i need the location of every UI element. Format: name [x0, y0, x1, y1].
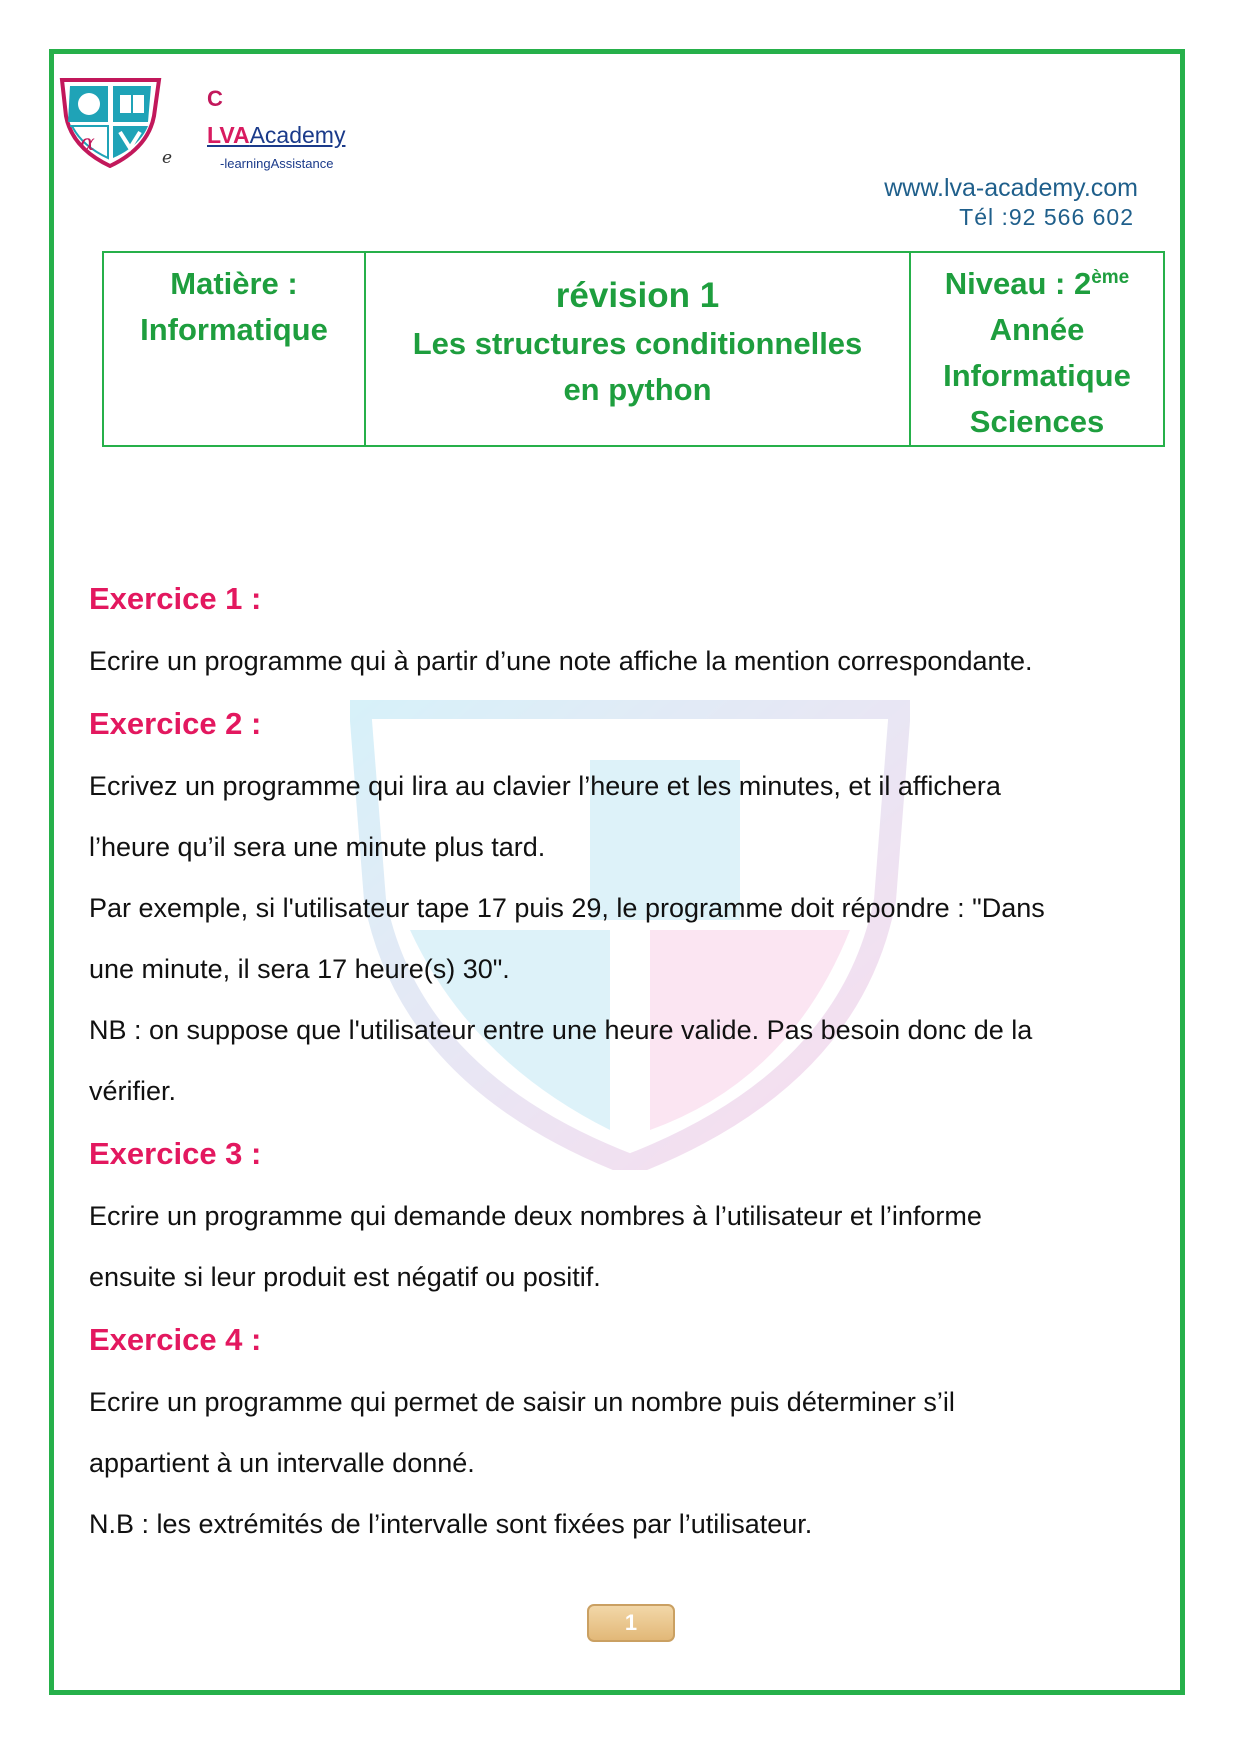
- exercise-3-line-2: ensuite si leur produit est négatif ou positif.: [89, 1262, 601, 1292]
- exercise-2: [89, 692, 1179, 1122]
- exercise-4-line-3: N.B : les extrémités de l’intervalle sont fixées par l’utilisateur.: [89, 1509, 813, 1539]
- page-number: 1: [587, 1604, 675, 1642]
- exercise-2-line-3: Par exemple, si l'utilisateur tape 17 puis 29, le programme doit répondre : "Dans: [89, 893, 1045, 923]
- level-line4: Sciences: [969, 404, 1105, 439]
- info-table: [102, 251, 1165, 447]
- level-label: [911, 261, 1163, 307]
- exercise-2-line-6: vérifier.: [89, 1076, 177, 1106]
- exercise-2-title: Exercice 2 :: [89, 706, 262, 741]
- exercise-2-line-4: une minute, il sera 17 heure(s) 30".: [89, 954, 510, 984]
- document-subtitle-line2: en python: [563, 372, 712, 407]
- lva-academy-logo: [58, 76, 163, 168]
- exercise-1: [89, 567, 1179, 692]
- level-line3: Informatique: [943, 358, 1131, 393]
- exercise-3-line-1: Ecrire un programme qui demande deux nombres à l’utilisateur et l’informe: [89, 1201, 982, 1231]
- document-title: révision 1: [555, 276, 720, 315]
- exercise-3: [89, 1122, 1179, 1308]
- exercise-2-line-2: l’heure qu’il sera une minute plus tard.: [89, 832, 546, 862]
- brand-initial: C: [207, 86, 223, 111]
- subject-label: Matière :: [170, 266, 298, 301]
- level-cell: [910, 252, 1164, 446]
- exercise-2-line-1: Ecrivez un programme qui lira au clavier l’heure et les minutes, et il affichera: [89, 771, 1001, 801]
- exercise-4-title: Exercice 4 :: [89, 1322, 262, 1357]
- website-link[interactable]: www.lva-academy.com: [884, 174, 1138, 202]
- exercise-4: [89, 1308, 1179, 1555]
- level-superscript: ème: [1091, 267, 1130, 288]
- brand-tagline: -learningAssistance: [220, 156, 334, 171]
- exercise-list: [89, 567, 1179, 1555]
- phone-number: Tél :92 566 602: [959, 204, 1134, 230]
- document-subtitle-line1: Les structures conditionnelles: [412, 326, 863, 361]
- level-line2: Année: [989, 312, 1085, 347]
- svg-text:α: α: [80, 131, 95, 156]
- brand-lva: LVA: [207, 122, 250, 148]
- title-cell: [365, 252, 910, 446]
- subject-cell: [103, 252, 365, 446]
- level-text: Niveau : 2: [944, 266, 1092, 301]
- subject-value: Informatique: [140, 312, 328, 347]
- exercise-3-title: Exercice 3 :: [89, 1136, 262, 1171]
- logo-letter: e: [162, 148, 173, 168]
- exercise-4-line-2: appartient à un intervalle donné.: [89, 1448, 475, 1478]
- brand-name: [207, 122, 345, 149]
- exercise-4-line-1: Ecrire un programme qui permet de saisir un nombre puis déterminer s’il: [89, 1387, 955, 1417]
- exercise-1-title: Exercice 1 :: [89, 581, 262, 616]
- exercise-2-line-5: NB : on suppose que l'utilisateur entre une heure valide. Pas besoin donc de la: [89, 1015, 1033, 1045]
- brand-academy: Academy: [249, 122, 346, 148]
- exercise-1-line-1: Ecrire un programme qui à partir d’une note affiche la mention correspondante.: [89, 646, 1033, 676]
